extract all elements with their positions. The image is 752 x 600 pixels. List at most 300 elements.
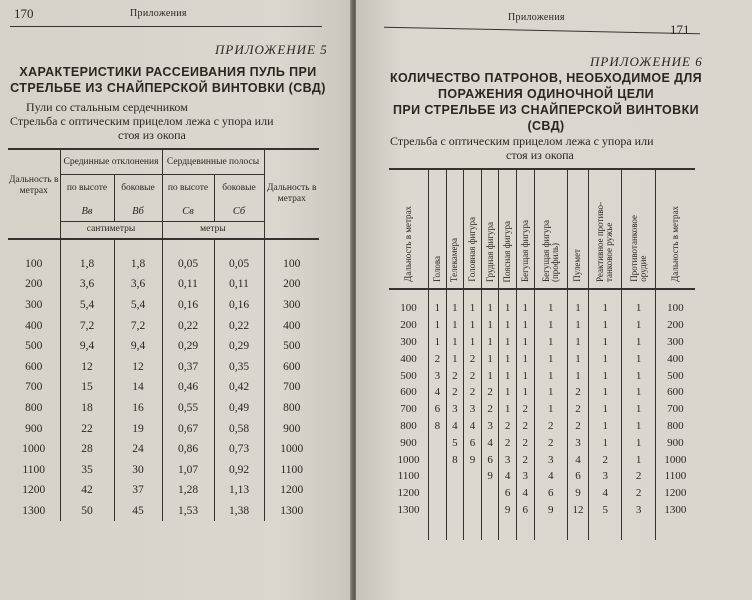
table-cell: 1 — [516, 334, 534, 351]
table-cell: 2 — [516, 434, 534, 451]
table-cell: 0,58 — [214, 418, 264, 439]
table-cell: 8 — [446, 451, 464, 468]
table-cell: 1 — [516, 384, 534, 401]
table-cell: 4 — [567, 451, 588, 468]
column-header — [567, 169, 588, 289]
table-cell: 42 — [60, 480, 114, 501]
table-cell: 18 — [60, 398, 114, 419]
table-cell — [446, 485, 464, 502]
table-cell: 1 — [481, 300, 499, 317]
table-cell: 2 — [516, 401, 534, 418]
table-row — [8, 315, 319, 336]
table-cell: 4 — [589, 485, 622, 502]
table-cell: 2 — [622, 485, 655, 502]
table-cell: 1 — [622, 367, 655, 384]
table-row — [8, 336, 319, 357]
table-cell: 3 — [446, 401, 464, 418]
subtitle-line: стоя из окопа — [118, 128, 186, 142]
table-cell: 1 — [589, 418, 622, 435]
table-cell: 0,42 — [214, 377, 264, 398]
table-cell: 2 — [534, 434, 567, 451]
table-cell: 1 — [499, 367, 517, 384]
table-cell: 3 — [429, 367, 447, 384]
table-cell: 1,13 — [214, 480, 264, 501]
table-cell: 1100 — [655, 468, 695, 485]
table-cell: 900 — [264, 418, 319, 439]
column-header-label: Противотанковое орудие — [628, 215, 648, 282]
table-cell: 0,67 — [162, 418, 214, 439]
table-cell: 2 — [622, 468, 655, 485]
table-cell: 12 — [114, 356, 162, 377]
table-cell — [429, 451, 447, 468]
appendix-label: ПРИЛОЖЕНИЕ 5 — [215, 42, 328, 57]
table-cell: 1 — [589, 334, 622, 351]
table-cell: 500 — [25, 340, 43, 353]
table-cell: 2 — [446, 367, 464, 384]
title-line: ПРИ СТРЕЛЬБЕ ИЗ СНАЙПЕРСКОЙ ВИНТОВКИ — [392, 103, 700, 117]
table-cell: 800 — [264, 398, 319, 419]
table-cell: 9 — [481, 468, 499, 485]
column-header-label: Дальность в метрах — [669, 206, 680, 282]
table-cell: 6 — [464, 434, 482, 451]
table-cell: 0,05 — [162, 254, 214, 275]
page-number: 170 — [14, 6, 34, 21]
table-cell: 9 — [534, 502, 567, 519]
table-row — [8, 295, 319, 316]
table-cell: 1 — [622, 334, 655, 351]
table-cell: 12 — [60, 356, 114, 377]
table-cell: 1 — [481, 317, 499, 334]
table-cell: 2 — [589, 451, 622, 468]
table-cell: 2 — [516, 451, 534, 468]
table-cell: 200 — [264, 274, 319, 295]
table-cell: 1 — [589, 350, 622, 367]
table-cell: 500 — [655, 367, 695, 384]
table-cell: 1 — [589, 384, 622, 401]
table-cell: 1 — [499, 317, 517, 334]
table-cell: 1 — [499, 300, 517, 317]
table-row — [389, 502, 695, 519]
table-row — [389, 367, 695, 384]
title-line: ПОРАЖЕНИЯ ОДИНОЧНОЙ ЦЕЛИ — [437, 87, 655, 101]
table-cell: 500 — [400, 369, 417, 382]
table-row — [389, 451, 695, 468]
table-cell: 4 — [516, 485, 534, 502]
column-header — [516, 169, 534, 289]
table-cell: 700 — [25, 381, 43, 394]
column-header-label: Грудная фигура — [484, 221, 495, 282]
column-header-label: Пулемет — [572, 249, 583, 282]
table-cell: 1000 — [655, 451, 695, 468]
table-cell: 2 — [464, 384, 482, 401]
table-row — [8, 398, 319, 419]
table-cell: 2 — [481, 384, 499, 401]
table-cell: 2 — [499, 418, 517, 435]
table-cell: 1100 — [397, 470, 420, 483]
table-cell: 1200 — [655, 485, 695, 502]
table-cell: 1 — [622, 350, 655, 367]
title-line: СТРЕЛЬБЕ ИЗ СНАЙПЕРСКОЙ ВИНТОВКИ (СВД) — [10, 81, 326, 95]
column-header — [429, 169, 447, 289]
column-header-label: Бегущая фигура — [519, 219, 530, 282]
table-cell: 1 — [446, 300, 464, 317]
table-cell: 1 — [446, 334, 464, 351]
table-cell: 800 — [400, 419, 417, 432]
table-cell: 1,28 — [162, 480, 214, 501]
table-cell: 0,16 — [162, 295, 214, 316]
table-cell: 600 — [400, 386, 417, 399]
table-cell: 2 — [567, 384, 588, 401]
subtitle-line: Пули со стальным сердечником — [26, 100, 188, 114]
table-cell: 28 — [60, 439, 114, 460]
table-cell: 1 — [589, 434, 622, 451]
table-cell: 1 — [516, 350, 534, 367]
table-row — [389, 434, 695, 451]
table-cell: 14 — [114, 377, 162, 398]
title-line: ХАРАКТЕРИСТИКИ РАССЕИВАНИЯ ПУЛЬ ПРИ — [19, 65, 317, 79]
table-cell: 0,55 — [162, 398, 214, 419]
table-cell: 1,8 — [114, 254, 162, 275]
table-cell — [429, 434, 447, 451]
table-cell: 100 — [400, 302, 417, 315]
table-cell: 19 — [114, 418, 162, 439]
table-cell: 1300 — [264, 501, 319, 522]
table-cell: 0,49 — [214, 398, 264, 419]
column-header-label: Телекамера — [449, 237, 460, 282]
table-cell: 300 — [655, 334, 695, 351]
table-cell — [429, 485, 447, 502]
table-cell: 1 — [589, 401, 622, 418]
table-cell: 1 — [499, 401, 517, 418]
table-cell: 0,46 — [162, 377, 214, 398]
column-header — [446, 169, 464, 289]
table-cell: 3 — [516, 468, 534, 485]
column-header — [622, 169, 655, 289]
column-header-label: Головная фигура — [467, 217, 477, 282]
table-cell: 0,86 — [162, 439, 214, 460]
table-cell: 2 — [567, 401, 588, 418]
table-cell: 9 — [567, 485, 588, 502]
table-row — [389, 317, 695, 334]
table-cell: 500 — [264, 336, 319, 357]
table-cell — [464, 468, 482, 485]
table-cell: 1 — [446, 317, 464, 334]
table-cell: 9,4 — [114, 336, 162, 357]
table-row — [389, 468, 695, 485]
table-cell: 9 — [464, 451, 482, 468]
table-cell: 1300 — [655, 502, 695, 519]
table-cell: 0,37 — [162, 356, 214, 377]
table-cell: 35 — [60, 459, 114, 480]
right-page — [356, 0, 752, 600]
table-cell: 1 — [622, 384, 655, 401]
table-row — [8, 274, 319, 295]
table-cell — [446, 468, 464, 485]
table-cell: 3,6 — [60, 274, 114, 295]
table-cell: 1,8 — [60, 254, 114, 275]
column-header — [499, 169, 517, 289]
table-cell: 6 — [516, 502, 534, 519]
table-cell: 0,11 — [214, 274, 264, 295]
table-cell: 0,92 — [214, 459, 264, 480]
table-cell: 6 — [567, 468, 588, 485]
symbol-sv: Св — [162, 201, 214, 222]
table-cell: 400 — [264, 315, 319, 336]
table-cell: 1 — [446, 350, 464, 367]
table-cell: 300 — [25, 298, 43, 311]
table-cell: 4 — [481, 434, 499, 451]
table-cell: 800 — [25, 401, 43, 414]
table-cell: 4 — [429, 384, 447, 401]
table-cell: 24 — [114, 439, 162, 460]
table-cell: 5 — [446, 434, 464, 451]
table-cell: 5,4 — [60, 295, 114, 316]
table-cell: 6 — [534, 485, 567, 502]
header-rule — [10, 26, 322, 27]
table-cell — [464, 502, 482, 519]
table-cell: 100 — [655, 300, 695, 317]
table-cell: 1 — [534, 367, 567, 384]
table-row — [389, 485, 695, 502]
table-cell: 1 — [464, 317, 482, 334]
table-cell: 1300 — [22, 504, 46, 517]
table-cell: 1200 — [22, 484, 46, 497]
table-cell: 1000 — [22, 443, 46, 456]
column-header — [481, 169, 499, 289]
subtitle-line: стоя из окопа — [506, 148, 574, 162]
table-cell: 3 — [464, 401, 482, 418]
table-cell: 0,29 — [162, 336, 214, 357]
table-cell: 3 — [481, 418, 499, 435]
dispersion-table — [8, 148, 319, 521]
table-cell: 200 — [25, 278, 43, 291]
table-cell: 1 — [429, 300, 447, 317]
table-cell: 5 — [589, 502, 622, 519]
table-cell: 3 — [589, 468, 622, 485]
table-cell: 1 — [481, 334, 499, 351]
table-cell: 22 — [60, 418, 114, 439]
subtitle-line: Стрельба с оптическим прицелом лежа с упора или — [390, 134, 654, 148]
table-row — [8, 418, 319, 439]
table-cell: 2 — [534, 418, 567, 435]
table-cell: 2 — [464, 350, 482, 367]
table-cell: 37 — [114, 480, 162, 501]
title-line: (СВД) — [527, 119, 565, 133]
table-cell: 200 — [400, 319, 417, 332]
column-header-lateral: боковые — [114, 175, 162, 202]
table-cell: 15 — [60, 377, 114, 398]
table-cell — [481, 485, 499, 502]
table-cell: 1 — [589, 317, 622, 334]
table-cell: 1 — [534, 384, 567, 401]
table-cell: 1,07 — [162, 459, 214, 480]
table-cell: 700 — [264, 377, 319, 398]
column-header — [464, 169, 482, 289]
table-cell: 1000 — [264, 439, 319, 460]
table-row — [389, 401, 695, 418]
table-row — [8, 501, 319, 522]
table-row — [389, 418, 695, 435]
table-cell: 9 — [499, 502, 517, 519]
table-cell: 1 — [622, 317, 655, 334]
table-cell: 1 — [499, 350, 517, 367]
table-cell: 1 — [622, 401, 655, 418]
unit-meters: метры — [162, 222, 264, 239]
table-cell: 8 — [429, 418, 447, 435]
table-cell: 1 — [622, 434, 655, 451]
title-line: КОЛИЧЕСТВО ПАТРОНОВ, НЕОБХОДИМОЕ ДЛЯ — [389, 71, 703, 85]
table-cell — [429, 502, 447, 519]
table-cell: 0,73 — [214, 439, 264, 460]
table-cell: 12 — [567, 502, 588, 519]
table-cell: 1 — [622, 451, 655, 468]
table-cell: 2 — [481, 401, 499, 418]
table-cell: 0,22 — [214, 315, 264, 336]
table-cell: 1,53 — [162, 501, 214, 522]
table-cell: 1000 — [397, 453, 420, 466]
table-row — [389, 384, 695, 401]
table-cell: 1200 — [397, 487, 420, 500]
table-cell: 1 — [534, 334, 567, 351]
table-cell: 2 — [499, 434, 517, 451]
table-cell: 0,05 — [214, 254, 264, 275]
column-header-by-height: по высоте — [60, 175, 114, 202]
column-header-distance: Дальность в метрах — [9, 174, 59, 196]
appendix-title — [376, 70, 716, 134]
column-header — [389, 169, 429, 289]
column-header-label: Голова — [431, 256, 442, 282]
header-rule — [384, 27, 700, 35]
table-cell: 50 — [60, 501, 114, 522]
running-head: Приложения — [130, 8, 187, 19]
column-header — [589, 169, 622, 289]
table-cell: 2 — [567, 418, 588, 435]
table-row — [389, 334, 695, 351]
table-cell: 1 — [464, 300, 482, 317]
column-group-median: Срединные отклонения — [60, 149, 162, 175]
table-cell: 0,35 — [214, 356, 264, 377]
table-row — [8, 377, 319, 398]
table-cell: 1 — [589, 300, 622, 317]
table-cell: 3 — [499, 451, 517, 468]
table-cell — [481, 502, 499, 519]
table-cell: 4 — [446, 418, 464, 435]
table-cell: 400 — [25, 319, 43, 332]
table-cell: 1 — [481, 350, 499, 367]
table-cell: 100 — [25, 257, 43, 270]
table-cell: 1 — [534, 300, 567, 317]
table-cell: 16 — [114, 398, 162, 419]
symbol-vv: Вв — [60, 201, 114, 222]
table-cell: 1 — [567, 334, 588, 351]
table-cell: 30 — [114, 459, 162, 480]
table-cell: 3 — [622, 502, 655, 519]
table-cell: 1 — [534, 401, 567, 418]
column-header-label: Дальность в метрах — [403, 206, 414, 282]
table-cell: 1 — [589, 367, 622, 384]
table-cell: 1 — [567, 300, 588, 317]
table-cell: 1 — [429, 334, 447, 351]
column-header — [534, 169, 567, 289]
table-cell: 0,11 — [162, 274, 214, 295]
table-cell: 45 — [114, 501, 162, 522]
table-cell: 1100 — [22, 463, 46, 476]
table-cell: 800 — [655, 418, 695, 435]
table-cell: 1300 — [397, 503, 420, 516]
table-cell: 1 — [464, 334, 482, 351]
table-cell: 3 — [567, 434, 588, 451]
table-cell: 700 — [400, 403, 417, 416]
table-cell: 1 — [499, 384, 517, 401]
table-cell: 1 — [534, 350, 567, 367]
column-header-distance-right: Дальность в метрах — [264, 149, 319, 239]
table-cell: 4 — [534, 468, 567, 485]
column-header-label: Реактивное противо- танковое ружье — [595, 201, 615, 282]
table-cell: 3 — [534, 451, 567, 468]
table-cell: 1 — [622, 300, 655, 317]
table-cell: 1 — [481, 367, 499, 384]
table-row — [8, 254, 319, 275]
table-cell: 0,29 — [214, 336, 264, 357]
table-cell: 2 — [464, 367, 482, 384]
table-cell: 300 — [264, 295, 319, 316]
column-header-lateral: боковые — [214, 175, 264, 202]
table-row — [389, 300, 695, 317]
table-cell: 9,4 — [60, 336, 114, 357]
table-cell: 400 — [655, 350, 695, 367]
table-cell: 6 — [429, 401, 447, 418]
table-cell — [464, 485, 482, 502]
table-cell: 900 — [655, 434, 695, 451]
table-cell: 7,2 — [60, 315, 114, 336]
table-cell: 0,22 — [162, 315, 214, 336]
table-cell: 2 — [446, 384, 464, 401]
column-header-by-height: по высоте — [162, 175, 214, 202]
column-header — [655, 169, 695, 289]
table-cell: 6 — [499, 485, 517, 502]
table-cell: 5,4 — [114, 295, 162, 316]
subtitle-line: Стрельба с оптическим прицелом лежа с упора или — [10, 114, 274, 128]
running-head: Приложения — [508, 12, 565, 23]
table-cell — [446, 502, 464, 519]
table-cell: 1 — [429, 317, 447, 334]
table-cell: 900 — [25, 422, 43, 435]
table-cell: 1 — [622, 418, 655, 435]
table-cell: 900 — [400, 436, 417, 449]
table-cell: 1 — [499, 334, 517, 351]
table-row — [389, 350, 695, 367]
table-cell: 200 — [655, 317, 695, 334]
table-row — [8, 459, 319, 480]
table-cell: 1 — [567, 317, 588, 334]
table-cell: 2 — [429, 350, 447, 367]
table-cell: 300 — [400, 335, 417, 348]
symbol-sb: Сб — [214, 201, 264, 222]
appendix-label: ПРИЛОЖЕНИЕ 6 — [590, 54, 703, 69]
table-cell: 1 — [516, 367, 534, 384]
table-cell: 1200 — [264, 480, 319, 501]
table-cell: 700 — [655, 401, 695, 418]
table-row — [8, 439, 319, 460]
table-cell: 400 — [400, 352, 417, 365]
table-cell: 1 — [516, 300, 534, 317]
table-cell: 0,16 — [214, 295, 264, 316]
table-cell: 6 — [481, 451, 499, 468]
table-cell: 1 — [567, 350, 588, 367]
table-cell: 4 — [499, 468, 517, 485]
table-cell — [429, 468, 447, 485]
table-cell: 1,38 — [214, 501, 264, 522]
